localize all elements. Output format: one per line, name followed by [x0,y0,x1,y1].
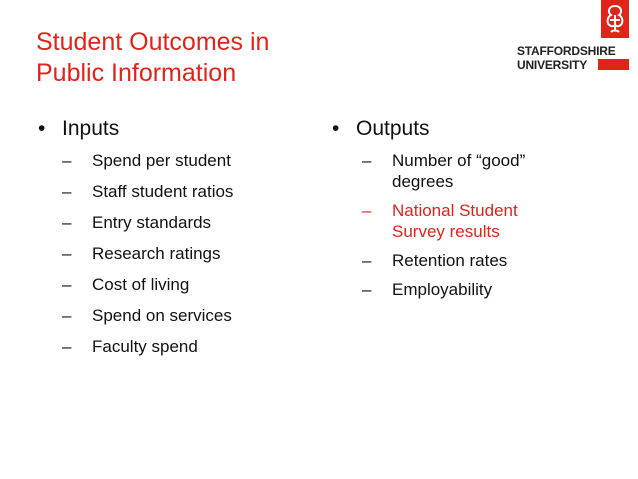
inputs-heading-label: Inputs [62,117,120,140]
dash-icon: – [62,182,72,201]
bullet-icon: • [38,117,46,140]
list-item-label: Employability [392,280,493,299]
slide-title-line-2: Public Information [36,59,237,87]
list-item-label: Cost of living [92,275,190,294]
list-item-label: Research ratings [92,244,221,263]
list-item [62,336,298,357]
university-logo [517,0,629,84]
list-item [362,250,572,271]
logo-text-line-1: STAFFORDSHIRE [517,44,616,58]
list-item [362,279,572,300]
list-item [62,212,298,233]
knot-emblem-icon [601,0,629,38]
logo-text-line-2: UNIVERSITY [517,58,588,72]
dash-icon: – [62,151,72,170]
bullet-icon: • [332,117,340,140]
list-item [62,181,298,202]
dash-icon: – [362,151,372,170]
list-item-label: National Student Survey results [392,201,518,241]
list-item-label: Staff student ratios [92,182,234,201]
list-item-label: Spend per student [92,151,231,170]
outputs-heading-label: Outputs [356,117,430,140]
dash-icon: – [62,275,72,294]
list-item [62,150,298,171]
dash-icon: – [362,201,372,220]
list-item [362,150,572,192]
list-item [62,305,298,326]
list-item [62,274,298,295]
dash-icon: – [362,280,372,299]
slide-title-line-1: Student Outcomes in [36,28,270,56]
list-item-label: Retention rates [392,251,508,270]
dash-icon: – [62,337,72,356]
inputs-list [38,150,298,357]
list-item-label: Number of “good” degrees [392,151,526,191]
outputs-heading [332,116,572,142]
outputs-list [332,150,572,300]
dash-icon: – [362,251,372,270]
slide-title [36,27,366,89]
list-item-label: Entry standards [92,213,212,232]
dash-icon: – [62,244,72,263]
outputs-column [332,116,572,308]
dash-icon: – [62,213,72,232]
inputs-heading [38,116,298,142]
list-item [62,243,298,264]
list-item-label: Spend on services [92,306,232,325]
logo-red-bar [598,59,629,70]
list-item [362,200,572,242]
inputs-column [38,116,298,367]
list-item-label: Faculty spend [92,337,198,356]
dash-icon: – [62,306,72,325]
